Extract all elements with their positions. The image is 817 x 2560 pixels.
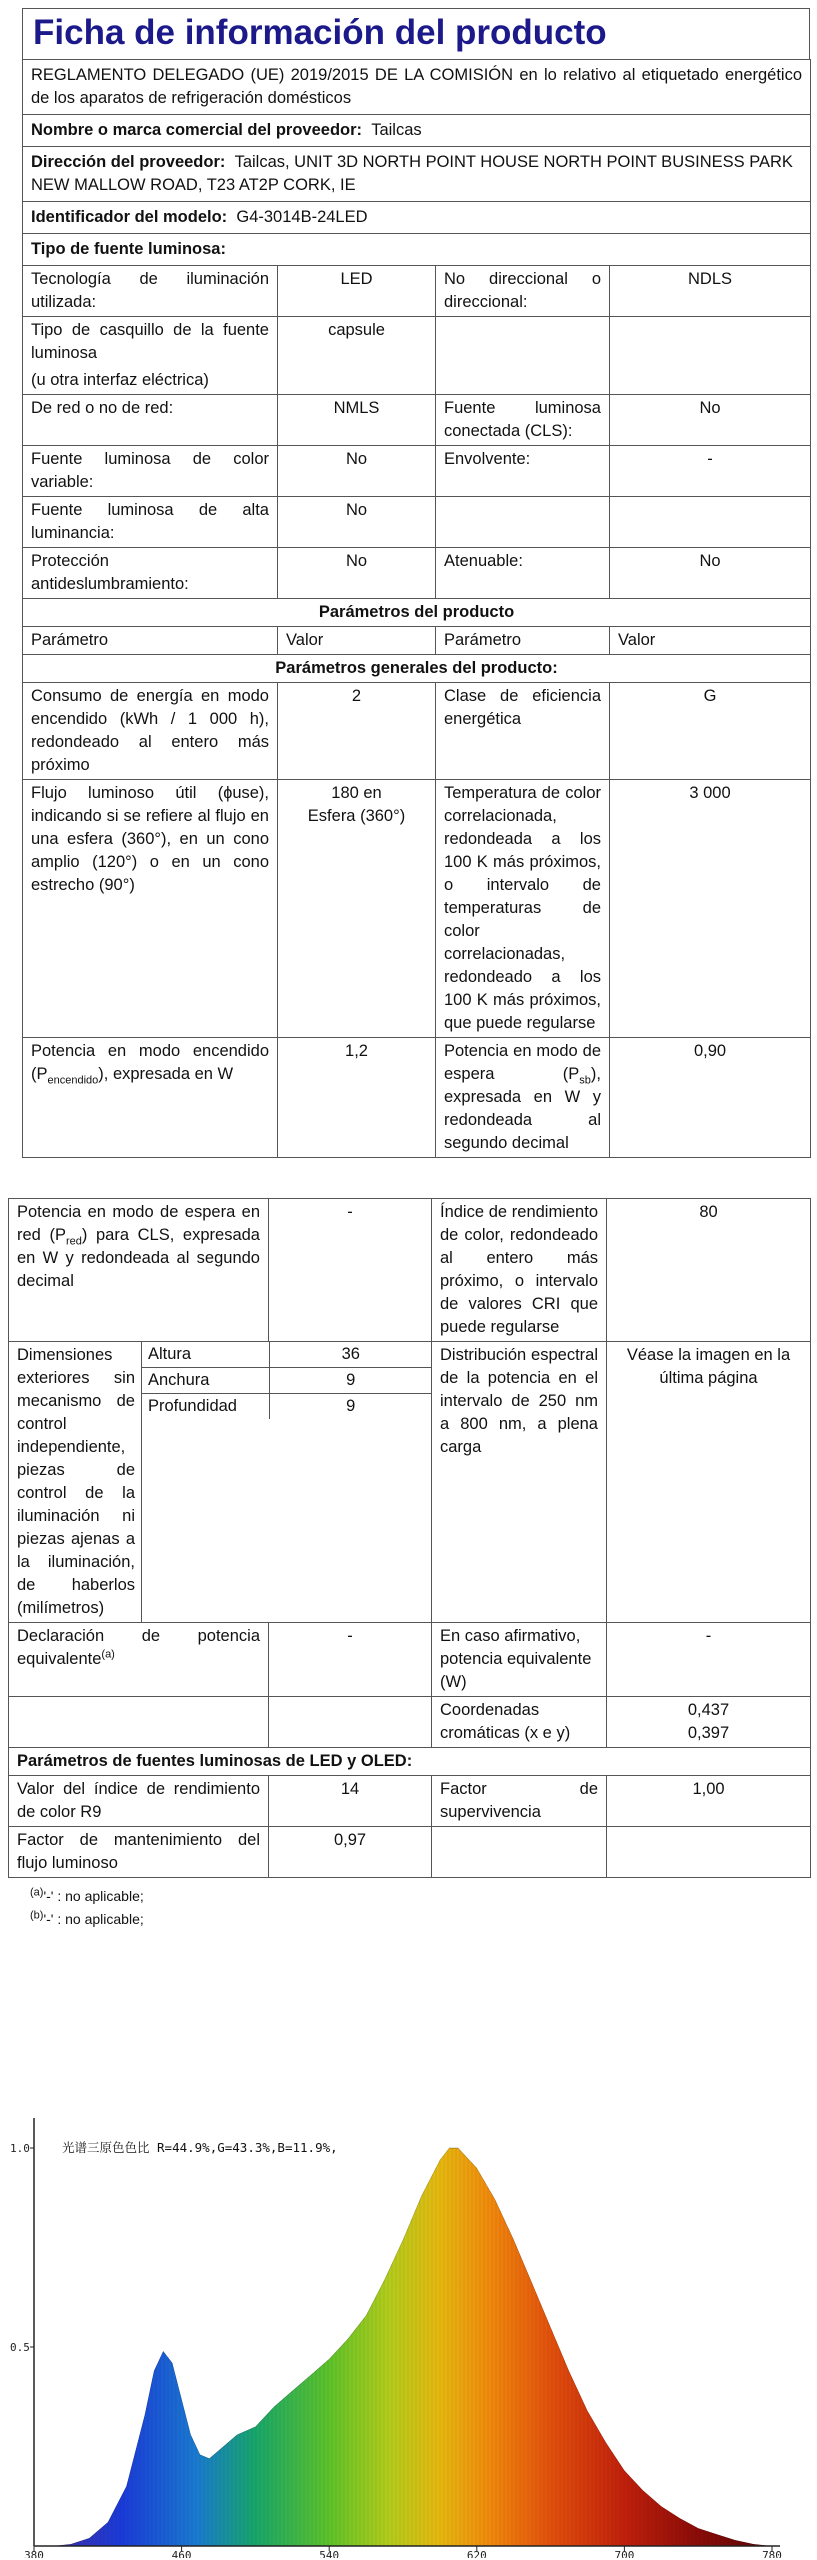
dir-value: NDLS [610, 266, 811, 317]
empty-cell [610, 497, 811, 548]
dir-label: No direccional o direccional: [436, 266, 610, 317]
flux-value-2: Esfera (360°) [307, 807, 406, 825]
glare-value: No [278, 548, 436, 599]
pon-label-b: ), expresada en W [98, 1065, 234, 1083]
x-tick-label: 700 [614, 2549, 635, 2558]
dim-label: Atenuable: [436, 548, 610, 599]
pnet-label-b: ) para CLS, expresada en W y redondeada al segundo decimal [17, 1226, 260, 1290]
dims-values [142, 1342, 432, 1623]
led-heading: Parámetros de fuentes luminosas de LED y OLED: [9, 1748, 811, 1776]
coord-x: 0,437 [687, 1701, 730, 1719]
info-table-1 [22, 59, 811, 1158]
page-title: Ficha de información del producto [33, 13, 607, 52]
depth-value: 9 [269, 1394, 432, 1420]
pnet-value: - [269, 1199, 432, 1342]
info-table-2 [8, 1198, 811, 1878]
class-value: G [610, 683, 811, 780]
color-value: No [278, 446, 436, 497]
flux-value-1: 180 en [331, 784, 382, 802]
empty-cell [607, 1827, 811, 1878]
mains-label: De red o no de red: [23, 395, 278, 446]
cri-label: Índice de rendimiento de color, redondeado al entero más próximo, o intervalo de valores CRI que puede regularse [432, 1199, 607, 1342]
pon-value: 1,2 [278, 1038, 436, 1158]
spectrum-chart [8, 2088, 808, 2558]
footnote-b-mark: (b) [30, 1909, 44, 1922]
mains-value: NMLS [278, 395, 436, 446]
psb-label [436, 1038, 610, 1158]
dim-value: No [610, 548, 811, 599]
empty-cell [9, 1697, 269, 1748]
empty-cell [432, 1827, 607, 1878]
tech-label: Tecnología de iluminación utilizada: [23, 266, 278, 317]
pon-sub: encendido [47, 1074, 99, 1087]
col-param-2: Parámetro [436, 627, 610, 655]
address-value: Tailcas, UNIT 3D NORTH POINT HOUSE NORTH POINT BUSINESS PARK NEW MALLOW ROAD, T23 AT2P CORK, IE [31, 153, 793, 194]
flux-value [278, 780, 436, 1038]
x-tick-label: 380 [24, 2549, 44, 2558]
pnet-sub: red [65, 1235, 82, 1248]
energy-label: Consumo de energía en modo encendido (kWh / 1 000 h), redondeado al entero más próximo [23, 683, 278, 780]
model-value: G4-3014B-24LED [236, 208, 368, 226]
x-tick-label: 620 [466, 2549, 487, 2558]
equiv-label-text: Declaración de potencia equivalente [17, 1627, 260, 1668]
cls-value: No [610, 395, 811, 446]
pnet-label-a: Potencia en modo de espera en red (P [17, 1203, 260, 1244]
supplier-label: Nombre o marca comercial del proveedor: [31, 121, 363, 139]
col-value-2: Valor [610, 627, 811, 655]
empty-cell [269, 1697, 432, 1748]
spd-value: Véase la imagen en la última página [607, 1342, 811, 1623]
psb-label-a: Potencia en modo de espera (P [444, 1042, 601, 1083]
env-value: - [610, 446, 811, 497]
width-value: 9 [269, 1368, 432, 1394]
cri-value: 80 [607, 1199, 811, 1342]
maint-label: Factor de mantenimiento del flujo luminoso [9, 1827, 269, 1878]
cct-value: 3 000 [610, 780, 811, 1038]
model-label: Identificador del modelo: [31, 208, 228, 226]
chart-title: 光谱三原色色比 R=44.9%,G=43.3%,B=11.9%, [62, 2140, 338, 2155]
model-row [23, 202, 811, 234]
color-label: Fuente luminosa de color variable: [23, 446, 278, 497]
glare-label: Protección antideslumbramiento: [23, 548, 278, 599]
x-tick-label: 780 [762, 2549, 782, 2558]
equiv-value: - [269, 1623, 432, 1697]
height-label: Altura [142, 1342, 269, 1368]
depth-label: Profundidad [148, 1397, 237, 1415]
r9-label: Valor del índice de rendimiento de color R9 [9, 1776, 269, 1827]
col-param-1: Parámetro [23, 627, 278, 655]
energy-value: 2 [278, 683, 436, 780]
y-tick-label: 0.5 [10, 2341, 30, 2354]
surv-value: 1,00 [607, 1776, 811, 1827]
coord-label: Coordenadas cromáticas (x e y) [432, 1697, 607, 1748]
empty-cell [610, 317, 811, 395]
footnote-a-mark: (a) [30, 1886, 44, 1899]
equivw-label: En caso afirmativo, potencia equivalente (W) [432, 1623, 607, 1697]
equiv-label [9, 1623, 269, 1697]
coord-y: 0,397 [687, 1724, 730, 1742]
dims-label: Dimensiones exteriores sin mecanismo de control independiente, piezas de control de la iluminación ni piezas ajenas a la iluminación, de haberlos (milímetros) [9, 1342, 142, 1623]
plot-area [10, 2118, 782, 2558]
tech-value: LED [278, 266, 436, 317]
equiv-sup: (a) [101, 1648, 115, 1661]
equivw-value: - [607, 1623, 811, 1697]
supplier-value: Tailcas [371, 121, 422, 139]
regulation-text: REGLAMENTO DELEGADO (UE) 2019/2015 DE LA COMISIÓN en lo relativo al etiquetado energético de los aparatos de refrigeración domésticos [23, 60, 811, 115]
empty-cell [436, 317, 610, 395]
footnote-b [30, 1908, 144, 1931]
surv-label: Factor de supervivencia [432, 1776, 607, 1827]
cls-label: Fuente luminosa conectada (CLS): [436, 395, 610, 446]
params-heading: Parámetros del producto [23, 599, 811, 627]
psb-label-b: ), expresada en W y redondeada al segundo decimal [444, 1065, 601, 1152]
height-value: 36 [269, 1342, 432, 1368]
flux-label: Flujo luminoso útil (ɸuse), indicando si se refiere al flujo en una esfera (360°), en un cono amplio (120°) o en un cono estrecho (90°) [23, 780, 278, 1038]
high-lum-value: No [278, 497, 436, 548]
coord-value [607, 1697, 811, 1748]
width-label: Anchura [142, 1368, 269, 1394]
supplier-row [23, 115, 811, 147]
r9-value: 14 [269, 1776, 432, 1827]
y-tick-label: 1.0 [10, 2142, 30, 2155]
pon-label [23, 1038, 278, 1158]
dims-subtable [142, 1342, 432, 1419]
class-label: Clase de eficiencia energética [436, 683, 610, 780]
cct-label: Temperatura de color correlacionada, redondeada a los 100 K más próximos, o intervalo de temperaturas de color correlacionadas, redondeado a los 100 K más próximos, que puede regularse [436, 780, 610, 1038]
psb-sub: sb [579, 1074, 591, 1087]
address-row [23, 147, 811, 202]
psb-value: 0,90 [610, 1038, 811, 1158]
cap-sub: (u otra interfaz eléctrica) [31, 371, 209, 389]
x-tick-label: 460 [171, 2549, 192, 2558]
x-tick-label: 540 [319, 2549, 340, 2558]
source-type-heading: Tipo de fuente luminosa: [23, 234, 811, 266]
high-lum-label: Fuente luminosa de alta luminancia: [23, 497, 278, 548]
footnote-a [30, 1885, 144, 1908]
maint-value: 0,97 [269, 1827, 432, 1878]
general-heading: Parámetros generales del producto: [23, 655, 811, 683]
pnet-label [9, 1199, 269, 1342]
col-value-1: Valor [278, 627, 436, 655]
footnote-a-text: '-' : no aplicable; [43, 1888, 144, 1904]
pon-label-a: Potencia en modo encendido (P [31, 1042, 269, 1083]
cap-value: capsule [278, 317, 436, 395]
cap-label: Tipo de casquillo de la fuente luminosa [31, 321, 269, 362]
env-label: Envolvente: [436, 446, 610, 497]
address-label: Dirección del proveedor: [31, 153, 226, 171]
footnotes [30, 1885, 144, 1931]
footnote-b-text: '-' : no aplicable; [43, 1911, 144, 1927]
spd-label: Distribución espectral de la potencia en el intervalo de 250 nm a 800 nm, a plena carga [432, 1342, 607, 1623]
cap-cell [23, 317, 278, 395]
empty-cell [436, 497, 610, 548]
